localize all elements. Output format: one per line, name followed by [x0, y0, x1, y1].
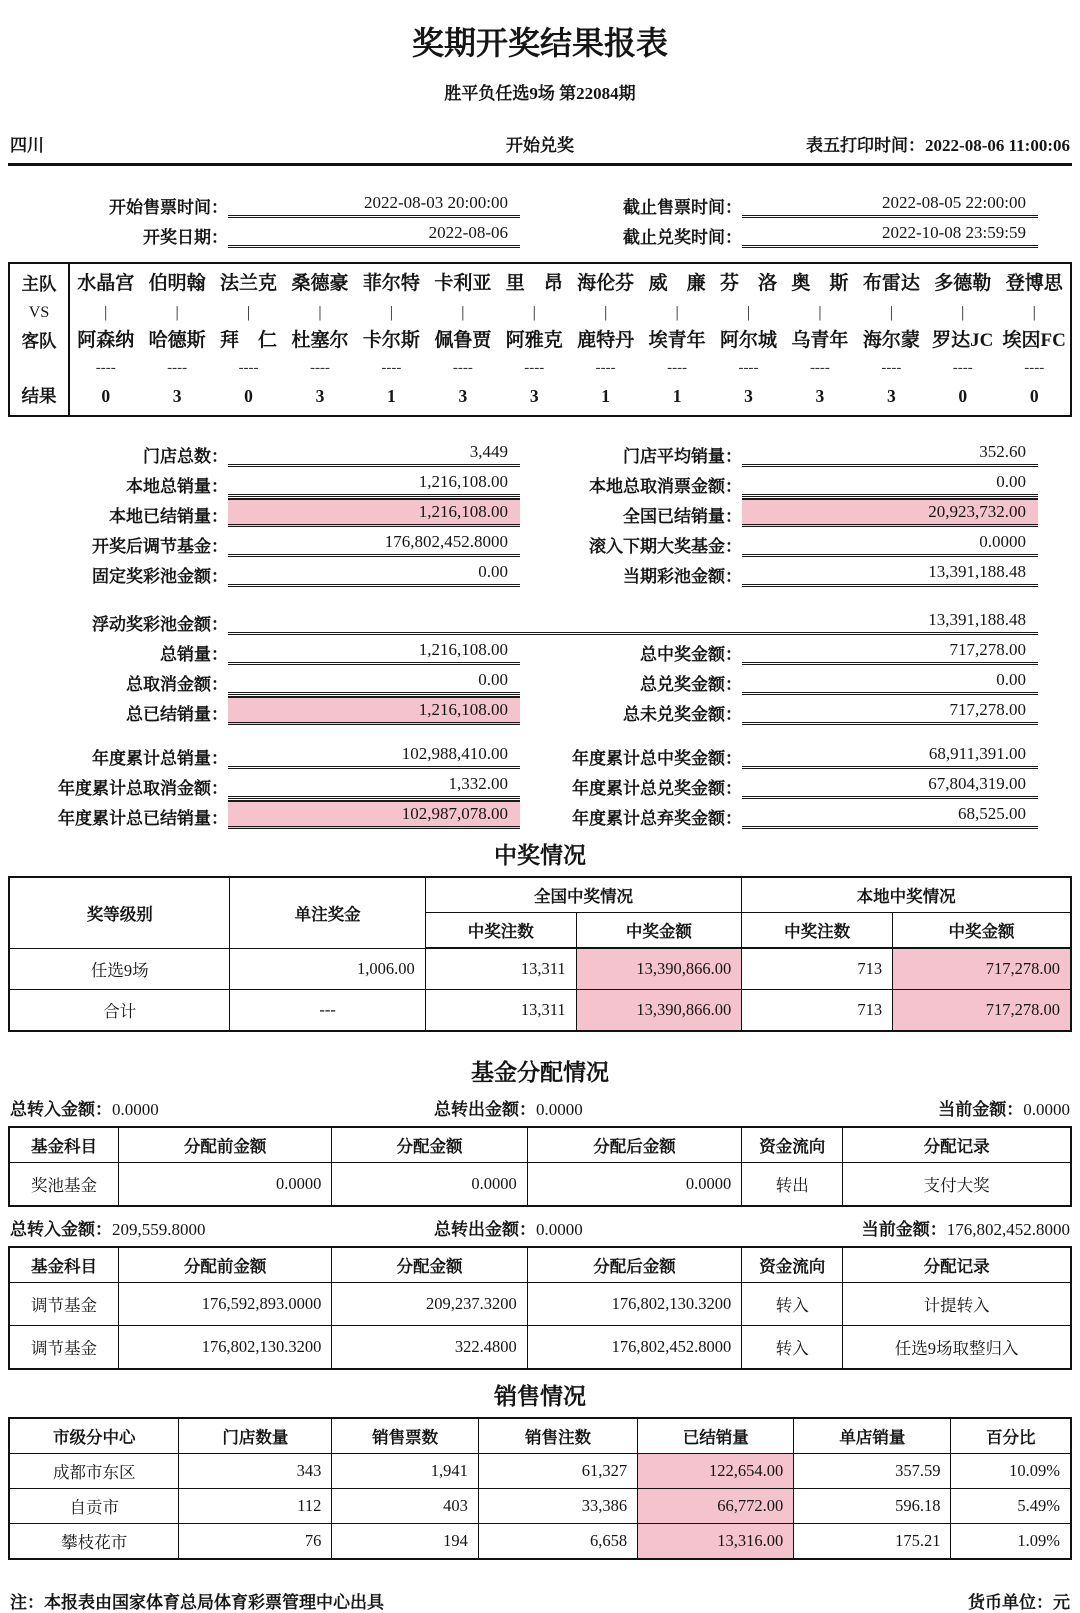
amount-before: 0.0000	[118, 1162, 331, 1206]
dash-separator: ----	[667, 360, 688, 376]
col-header-local: 本地中奖情况	[742, 877, 1071, 913]
col-header-settled: 已结销量	[638, 1418, 794, 1454]
transfer-out-total: 总转出金额：0.0000	[434, 1219, 583, 1239]
prize-level: 任选9场	[9, 948, 230, 989]
fund-subject: 奖池基金	[9, 1162, 118, 1206]
ticket-count: 194	[332, 1523, 479, 1559]
schedule-row	[8, 188, 1072, 218]
match-column	[641, 264, 712, 415]
settled-sales: 66,772.00	[638, 1488, 794, 1523]
col-header-record: 分配记录	[843, 1127, 1071, 1163]
report-subtitle: 胜平负任选9场 第22084期	[444, 84, 636, 103]
field-value: 0.00	[228, 560, 520, 587]
field-label: 浮动奖彩池金额：	[92, 615, 228, 634]
winning-table	[8, 876, 1072, 1032]
dash-separator: ----	[381, 360, 402, 376]
home-team: 法兰克	[220, 273, 278, 294]
away-team: 阿尔城	[720, 330, 778, 351]
match-column	[70, 264, 141, 415]
field-value: 13,391,188.48	[742, 560, 1038, 587]
field-label: 年度累计总销量：	[92, 749, 228, 768]
field-label: 总销量：	[160, 645, 228, 664]
match-column	[356, 264, 427, 415]
col-header-after: 分配后金额	[527, 1127, 742, 1163]
stat-row	[8, 799, 1072, 829]
field-label: 年度累计总中奖金额：	[572, 749, 742, 768]
local-amount: 717,278.00	[893, 948, 1071, 989]
match-column	[427, 264, 498, 415]
vs-divider: |	[818, 304, 822, 321]
col-header-stores: 门店数量	[179, 1418, 332, 1454]
national-count: 13,311	[425, 989, 576, 1031]
col-header-amount: 分配金额	[332, 1127, 527, 1163]
stat-row	[8, 527, 1072, 557]
flow-direction: 转入	[742, 1325, 843, 1369]
field-label: 年度累计总兑奖金额：	[572, 779, 742, 798]
stat-row	[8, 665, 1072, 695]
stat-row	[8, 557, 1072, 587]
field-label: 总中奖金额：	[640, 645, 742, 664]
fund-row	[9, 1282, 1071, 1325]
home-team: 芬 洛	[720, 273, 778, 294]
field-value: 0.0000	[742, 530, 1038, 557]
sales-row	[9, 1523, 1071, 1559]
percentage: 5.49%	[951, 1488, 1071, 1523]
field-label: 年度累计总已结销量：	[58, 809, 228, 828]
store-count: 112	[179, 1488, 332, 1523]
sales-row	[9, 1488, 1071, 1523]
settled-sales: 122,654.00	[638, 1453, 794, 1488]
dash-separator: ----	[238, 360, 259, 376]
field-label: 年度累计总取消金额：	[58, 779, 228, 798]
match-result: 0	[244, 386, 253, 406]
stat-row	[8, 635, 1072, 665]
col-header-subject: 基金科目	[9, 1247, 118, 1283]
print-time-value: 2022-08-06 11:00:06	[925, 136, 1070, 155]
match-column	[998, 264, 1069, 415]
home-team: 桑德豪	[291, 273, 349, 294]
away-team: 卡尔斯	[362, 330, 420, 351]
field-label: 滚入下期大奖基金：	[589, 537, 742, 556]
fund-subject: 调节基金	[9, 1325, 118, 1369]
per-bet-prize: ---	[230, 989, 425, 1031]
field-value-highlighted: 20,923,732.00	[742, 498, 1038, 527]
field-value: 1,332.00	[228, 772, 520, 799]
bet-count: 61,327	[478, 1453, 637, 1488]
field-label: 开奖后调节基金：	[92, 537, 228, 556]
match-result: 3	[886, 386, 896, 406]
home-team: 水晶宫	[77, 273, 135, 294]
fund-table-1	[8, 1126, 1072, 1207]
match-column	[784, 264, 855, 415]
dash-separator: ----	[595, 360, 616, 376]
sales-section-title: 销售情况	[494, 1383, 586, 1409]
status-label: 开始兑奖	[506, 136, 574, 155]
match-column	[213, 264, 284, 415]
col-header-amount: 中奖金额	[576, 913, 742, 949]
fund-row	[9, 1162, 1071, 1206]
field-label: 本地已结销量：	[109, 507, 228, 526]
blank-cell	[10, 356, 68, 381]
home-row-label: 主队	[21, 274, 57, 294]
field-value: 176,802,452.8000	[228, 530, 520, 557]
print-time-label: 表五打印时间：	[806, 136, 926, 155]
winning-row	[9, 948, 1071, 989]
winning-total-row	[9, 989, 1071, 1031]
field-label: 全国已结销量：	[623, 507, 742, 526]
header-rule	[8, 163, 1072, 166]
per-store-sales: 175.21	[794, 1523, 951, 1559]
field-value: 13,391,188.48	[228, 608, 1038, 635]
amount-before: 176,802,130.3200	[118, 1325, 331, 1369]
city-center: 自贡市	[9, 1488, 179, 1523]
winning-section-title: 中奖情况	[494, 843, 586, 868]
match-column	[141, 264, 212, 415]
away-team: 罗达JC	[932, 330, 994, 351]
match-column	[499, 264, 570, 415]
amount-after: 0.0000	[527, 1162, 742, 1206]
stats-block-3	[8, 739, 1072, 829]
store-count: 76	[179, 1523, 332, 1559]
field-value-highlighted: 1,216,108.00	[228, 696, 520, 725]
field-label: 年度累计总弃奖金额：	[572, 809, 742, 828]
dash-separator: ----	[1024, 360, 1045, 376]
stat-row-full	[8, 605, 1072, 635]
stat-row	[8, 739, 1072, 769]
col-header-bets: 销售注数	[478, 1418, 637, 1454]
info-row	[8, 131, 1072, 156]
away-team: 佩鲁贾	[434, 330, 492, 351]
transfer-in-total: 总转入金额：0.0000	[10, 1099, 159, 1119]
stat-row	[8, 437, 1072, 467]
vs-divider: |	[532, 304, 536, 321]
vs-divider: |	[318, 304, 322, 321]
allocation-record: 支付大奖	[843, 1162, 1071, 1206]
stat-row	[8, 467, 1072, 497]
field-label: 固定奖彩池金额：	[92, 567, 228, 586]
fund-summary-1	[10, 1095, 1070, 1120]
field-label: 当期彩池金额：	[623, 567, 742, 586]
current-amount: 当前金额：0.0000	[938, 1099, 1070, 1119]
field-label: 本地总取消票金额：	[589, 477, 742, 496]
vs-row-label: VS	[28, 304, 50, 321]
stats-block-1	[8, 437, 1072, 587]
dash-separator: ----	[738, 360, 759, 376]
field-value: 3,449	[228, 440, 520, 467]
col-header-amount: 中奖金额	[893, 913, 1071, 949]
away-team: 鹿特丹	[577, 330, 635, 351]
away-team: 埃青年	[648, 330, 706, 351]
national-amount: 13,390,866.00	[576, 989, 742, 1031]
field-label: 总未兑奖金额：	[623, 705, 742, 724]
amount-after: 176,802,130.3200	[527, 1282, 742, 1325]
transfer-out-total: 总转出金额：0.0000	[434, 1099, 583, 1119]
col-header-before: 分配前金额	[118, 1127, 331, 1163]
national-amount: 13,390,866.00	[576, 948, 742, 989]
vs-divider: |	[246, 304, 251, 321]
bet-count: 33,386	[478, 1488, 637, 1523]
col-header-direction: 资金流向	[742, 1247, 843, 1283]
field-label: 门店总数：	[143, 447, 228, 466]
match-column	[284, 264, 355, 415]
match-result: 1	[672, 386, 682, 406]
match-column	[856, 264, 927, 415]
field-label: 截止售票时间：	[623, 198, 742, 217]
col-header-national: 全国中奖情况	[425, 877, 741, 913]
field-label: 截止兑奖时间：	[623, 228, 742, 247]
bet-count: 6,658	[478, 1523, 637, 1559]
match-result: 0	[958, 386, 968, 406]
field-value: 68,911,391.00	[742, 742, 1038, 769]
amount-before: 176,592,893.0000	[118, 1282, 331, 1325]
col-header-per-store: 单店销量	[794, 1418, 951, 1454]
city-center: 攀枝花市	[9, 1523, 179, 1559]
dash-separator: ----	[452, 360, 473, 376]
field-value: 2022-08-05 22:00:00	[742, 191, 1038, 218]
dash-separator: ----	[881, 360, 902, 376]
home-team: 多德勒	[934, 273, 992, 294]
away-row-label: 客队	[21, 331, 57, 351]
field-value: 0.00	[742, 668, 1038, 695]
field-value-highlighted: 102,987,078.00	[228, 800, 520, 829]
col-header-amount: 分配金额	[332, 1247, 527, 1283]
match-result: 3	[815, 386, 825, 406]
stat-row	[8, 769, 1072, 799]
col-header-subject: 基金科目	[9, 1127, 118, 1163]
field-value: 717,278.00	[742, 638, 1038, 665]
store-count: 343	[179, 1453, 332, 1488]
amount-allocated: 0.0000	[332, 1162, 527, 1206]
vs-divider: |	[175, 304, 179, 321]
fund-summary-2	[10, 1215, 1070, 1240]
amount-allocated: 322.4800	[332, 1325, 527, 1369]
report-title: 奖期开奖结果报表	[411, 25, 668, 61]
vs-divider: |	[675, 304, 679, 321]
fund-subject: 调节基金	[9, 1282, 118, 1325]
match-column	[713, 264, 784, 415]
print-time	[574, 131, 1070, 156]
vs-divider: |	[1032, 304, 1036, 321]
schedule-row	[8, 218, 1072, 248]
field-value: 2022-08-03 20:00:00	[228, 191, 520, 218]
local-count: 713	[742, 948, 893, 989]
col-header-record: 分配记录	[843, 1247, 1071, 1283]
dash-separator: ----	[95, 360, 116, 376]
vs-divider: |	[961, 304, 965, 321]
field-label: 总兑奖金额：	[640, 675, 742, 694]
match-result: 0	[101, 386, 111, 406]
home-team: 海伦芬	[577, 273, 635, 294]
vs-divider: |	[889, 304, 893, 321]
flow-direction: 转出	[742, 1162, 843, 1206]
currency-unit: 货币单位：元	[968, 1592, 1070, 1612]
field-value: 0.00	[742, 470, 1038, 497]
away-team: 杜塞尔	[291, 330, 349, 351]
col-header-after: 分配后金额	[527, 1247, 742, 1283]
home-team: 卡利亚	[434, 273, 492, 294]
away-team: 乌青年	[791, 330, 849, 351]
away-team: 拜 仁	[220, 330, 278, 351]
field-value: 2022-10-08 23:59:59	[742, 221, 1038, 248]
home-team: 里 昂	[505, 273, 563, 294]
match-result: 1	[601, 386, 611, 406]
field-label: 总已结销量：	[126, 705, 228, 724]
local-count: 713	[742, 989, 893, 1031]
per-bet-prize: 1,006.00	[230, 948, 425, 989]
field-value: 67,804,319.00	[742, 772, 1038, 799]
col-header-per-bet: 单注奖金	[230, 877, 425, 948]
match-result: 3	[529, 386, 539, 406]
ticket-count: 1,941	[332, 1453, 479, 1488]
fund-row	[9, 1325, 1071, 1369]
region-label: 四川	[10, 136, 44, 155]
field-value: 0.00	[228, 668, 520, 695]
field-value: 1,216,108.00	[228, 470, 520, 497]
col-header-center: 市级分中心	[9, 1418, 179, 1454]
col-header-direction: 资金流向	[742, 1127, 843, 1163]
vs-divider: |	[604, 304, 608, 321]
field-value: 102,988,410.00	[228, 742, 520, 769]
sales-table	[8, 1417, 1072, 1560]
home-team: 奥 斯	[791, 273, 849, 294]
per-store-sales: 357.59	[794, 1453, 951, 1488]
home-team: 威 廉	[648, 273, 706, 294]
col-header-count: 中奖注数	[742, 913, 893, 949]
per-store-sales: 596.18	[794, 1488, 951, 1523]
amount-after: 176,802,452.8000	[527, 1325, 742, 1369]
footer-note: 注：本报表由国家体育总局体育彩票管理中心出具	[10, 1592, 384, 1612]
stat-row	[8, 695, 1072, 725]
away-team: 埃因FC	[1002, 330, 1066, 351]
home-team: 布雷达	[862, 273, 920, 294]
home-team: 登博思	[1005, 273, 1063, 294]
stats-block-2	[8, 605, 1072, 725]
amount-allocated: 209,237.3200	[332, 1282, 527, 1325]
field-value: 352.60	[742, 440, 1038, 467]
dash-separator: ----	[809, 360, 830, 376]
local-amount: 717,278.00	[893, 989, 1071, 1031]
percentage: 1.09%	[951, 1523, 1071, 1559]
allocation-record: 计提转入	[843, 1282, 1071, 1325]
field-value: 68,525.00	[742, 802, 1038, 829]
national-count: 13,311	[425, 948, 576, 989]
sales-row	[9, 1453, 1071, 1488]
field-value: 717,278.00	[742, 698, 1038, 725]
dash-separator: ----	[167, 360, 188, 376]
field-label: 开始售票时间：	[109, 198, 228, 217]
dash-separator: ----	[309, 360, 330, 376]
match-result: 0	[1029, 386, 1039, 406]
match-result: 3	[315, 386, 325, 406]
fund-section-title: 基金分配情况	[471, 1059, 609, 1085]
col-header-count: 中奖注数	[425, 913, 576, 949]
dash-separator: ----	[952, 360, 973, 376]
fund-table-2	[8, 1246, 1072, 1370]
settled-sales: 13,316.00	[638, 1523, 794, 1559]
stat-row	[8, 497, 1072, 527]
match-result: 1	[387, 386, 396, 406]
dash-separator: ----	[524, 360, 545, 376]
field-label: 本地总销量：	[126, 477, 228, 496]
match-result: 3	[458, 386, 468, 406]
vs-divider: |	[746, 304, 751, 321]
match-column	[570, 264, 641, 415]
vs-divider: |	[461, 304, 465, 321]
result-row-label: 结果	[21, 386, 57, 406]
away-team: 海尔蒙	[862, 330, 920, 351]
ticket-count: 403	[332, 1488, 479, 1523]
match-result: 3	[172, 386, 182, 406]
field-label: 总取消金额：	[126, 675, 228, 694]
schedule-fields	[8, 188, 1072, 248]
field-label: 门店平均销量：	[623, 447, 742, 466]
col-header-before: 分配前金额	[118, 1247, 331, 1283]
report-footer	[8, 1588, 1072, 1613]
allocation-record: 任选9场取整归入	[843, 1325, 1071, 1369]
vs-divider: |	[389, 304, 393, 321]
field-value-highlighted: 1,216,108.00	[228, 498, 520, 527]
percentage: 10.09%	[951, 1453, 1071, 1488]
current-amount: 当前金额：176,802,452.8000	[861, 1219, 1070, 1239]
home-team: 菲尔特	[362, 273, 420, 294]
col-header-level: 奖等级别	[9, 877, 230, 948]
field-label: 开奖日期：	[143, 228, 228, 247]
prize-level: 合计	[9, 989, 230, 1031]
match-table	[8, 262, 1072, 417]
match-result: 3	[744, 386, 753, 406]
field-value: 1,216,108.00	[228, 638, 520, 665]
away-team: 哈德斯	[148, 330, 206, 351]
col-header-tickets: 销售票数	[332, 1418, 479, 1454]
vs-divider: |	[104, 304, 108, 321]
match-column	[927, 264, 998, 415]
transfer-in-total: 总转入金额：209,559.8000	[10, 1219, 206, 1239]
home-team: 伯明翰	[148, 273, 206, 294]
city-center: 成都市东区	[9, 1453, 179, 1488]
away-team: 阿雅克	[505, 330, 563, 351]
col-header-percent: 百分比	[951, 1418, 1071, 1454]
away-team: 阿森纳	[77, 330, 135, 351]
match-row-labels	[10, 264, 70, 415]
field-value: 2022-08-06	[228, 221, 520, 248]
flow-direction: 转入	[742, 1282, 843, 1325]
